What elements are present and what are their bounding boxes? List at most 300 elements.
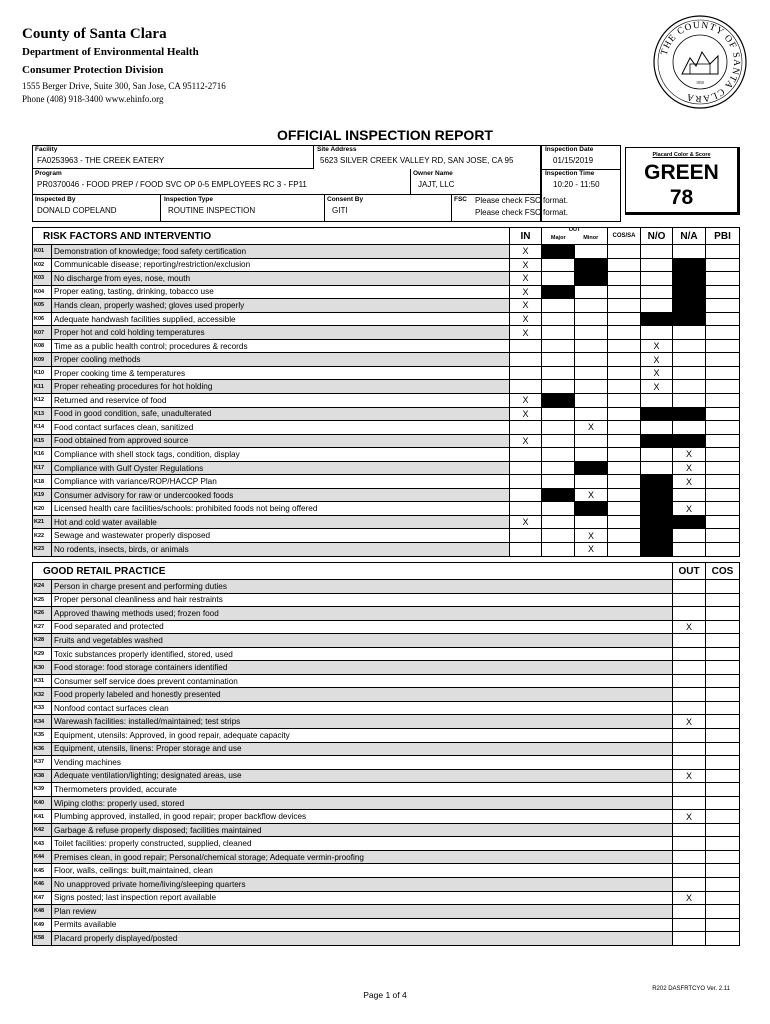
cell-out: X — [673, 715, 706, 729]
cell-not-applicable — [673, 529, 706, 543]
item-description: Proper eating, tasting, drinking, tobacco use — [52, 285, 510, 299]
cell-cos-sa — [608, 461, 641, 475]
consent-by-value: GITI — [332, 206, 348, 215]
risk-row-k10 — [33, 366, 740, 380]
cell-not-observed — [641, 312, 673, 326]
cell-cos — [706, 701, 740, 715]
cell-not-applicable — [673, 245, 706, 259]
risk-row-k19 — [33, 488, 740, 502]
cell-in: X — [510, 272, 542, 286]
cell-in: X — [510, 245, 542, 259]
item-code: K08 — [33, 339, 52, 353]
placard-score: 78 — [669, 186, 694, 209]
cell-out-minor — [575, 380, 608, 394]
cell-in — [510, 461, 542, 475]
item-code: K11 — [33, 380, 52, 394]
risk-row-k16 — [33, 448, 740, 462]
retail-row-k34 — [33, 715, 740, 729]
cell-in — [510, 380, 542, 394]
cell-not-observed — [641, 543, 673, 557]
item-description: Proper cooking time & temperatures — [52, 366, 510, 380]
fsc-value-1: Please check FSC format. — [475, 196, 568, 205]
cell-in: X — [510, 258, 542, 272]
item-description: Proper cooling methods — [52, 353, 510, 367]
cell-cos — [706, 905, 740, 919]
cell-cos — [706, 837, 740, 851]
item-description: Garbage & refuse properly disposed; facilities maintained — [52, 823, 673, 837]
item-description: Plan review — [52, 905, 673, 919]
cell-not-applicable: X — [673, 461, 706, 475]
cell-out — [673, 783, 706, 797]
svg-text:1850: 1850 — [696, 80, 704, 85]
cell-pbi — [706, 515, 740, 529]
cell-in: X — [510, 394, 542, 408]
risk-row-k22 — [33, 529, 740, 543]
cell-not-observed — [641, 285, 673, 299]
risk-row-k02 — [33, 258, 740, 272]
item-description: Adequate handwash facilities supplied, accessible — [52, 312, 510, 326]
cell-pbi — [706, 475, 740, 489]
program-label: Program — [35, 170, 62, 177]
cell-not-applicable — [673, 515, 706, 529]
col-pbi-header: PBI — [706, 228, 740, 245]
cell-out — [673, 932, 706, 946]
item-code: K35 — [33, 729, 52, 743]
cell-pbi — [706, 258, 740, 272]
cell-cos — [706, 823, 740, 837]
cell-out: X — [673, 810, 706, 824]
facility-value: FA0253963 - THE CREEK EATERY — [37, 156, 165, 165]
item-description: Sewage and wastewater properly disposed — [52, 529, 510, 543]
fsc-value-2: Please check FSC format. — [475, 208, 568, 217]
cell-pbi — [706, 529, 740, 543]
cell-pbi — [706, 272, 740, 286]
item-description: No unapproved private home/living/sleeping quarters — [52, 878, 673, 892]
cell-cos — [706, 918, 740, 932]
item-description: Compliance with Gulf Oyster Regulations — [52, 461, 510, 475]
cell-out-minor — [575, 339, 608, 353]
retail-row-k25 — [33, 593, 740, 607]
retail-row-k27 — [33, 620, 740, 634]
cell-out-major — [542, 434, 575, 448]
cell-in — [510, 502, 542, 516]
cell-out-minor — [575, 299, 608, 313]
item-description: Compliance with variance/ROP/HACCP Plan — [52, 475, 510, 489]
cell-cos-sa — [608, 502, 641, 516]
item-code: K27 — [33, 620, 52, 634]
item-description: Toxic substances properly identified, stored, used — [52, 647, 673, 661]
cell-cos-sa — [608, 366, 641, 380]
cell-out-major — [542, 366, 575, 380]
cell-pbi — [706, 312, 740, 326]
retail-row-k35 — [33, 729, 740, 743]
cell-out-minor — [575, 515, 608, 529]
item-code: K33 — [33, 701, 52, 715]
cell-out-major — [542, 515, 575, 529]
cell-out — [673, 729, 706, 743]
inspected-by-label: Inspected By — [35, 196, 76, 203]
cell-not-observed: X — [641, 366, 673, 380]
cell-cos-sa — [608, 353, 641, 367]
cell-out-minor — [575, 353, 608, 367]
cell-out — [673, 823, 706, 837]
cell-out-major — [542, 407, 575, 421]
item-code: K22 — [33, 529, 52, 543]
cell-not-observed — [641, 245, 673, 259]
item-code: K31 — [33, 674, 52, 688]
risk-row-k21 — [33, 515, 740, 529]
cell-cos-sa — [608, 515, 641, 529]
cell-in — [510, 543, 542, 557]
cell-cos — [706, 796, 740, 810]
item-description: Thermometers provided, accurate — [52, 783, 673, 797]
risk-row-k18 — [33, 475, 740, 489]
col-minor-label: Minor — [583, 235, 599, 241]
item-code: K37 — [33, 756, 52, 770]
cell-out-minor — [575, 258, 608, 272]
item-description: Premises clean, in good repair; Personal/chemical storage; Adequate vermin-proofing — [52, 850, 673, 864]
cell-not-observed — [641, 448, 673, 462]
cell-out: X — [673, 891, 706, 905]
item-code: K30 — [33, 661, 52, 675]
cell-in — [510, 529, 542, 543]
cell-not-observed — [641, 488, 673, 502]
item-code: K09 — [33, 353, 52, 367]
cell-pbi — [706, 380, 740, 394]
form-version: R202 DASFRTCYO Ver. 2.11 — [652, 986, 730, 992]
cell-not-observed — [641, 502, 673, 516]
cell-cos-sa — [608, 326, 641, 340]
cell-not-observed — [641, 326, 673, 340]
cell-cos — [706, 932, 740, 946]
cell-cos — [706, 729, 740, 743]
risk-row-k08 — [33, 339, 740, 353]
cell-out-major — [542, 543, 575, 557]
retail-row-k40 — [33, 796, 740, 810]
item-description: Consumer advisory for raw or undercooked foods — [52, 488, 510, 502]
cell-not-applicable — [673, 543, 706, 557]
cell-out-minor — [575, 366, 608, 380]
risk-factors-heading: RISK FACTORS AND INTERVENTIO — [33, 228, 510, 245]
cell-cos — [706, 783, 740, 797]
cell-cos — [706, 593, 740, 607]
item-description: Toilet facilities: properly constructed, supplied, cleaned — [52, 837, 673, 851]
facility-label: Facility — [35, 146, 58, 153]
cell-not-applicable: X — [673, 448, 706, 462]
cell-not-applicable — [673, 353, 706, 367]
col-retail-out-header: OUT — [673, 563, 706, 580]
col-na-header: N/A — [673, 228, 706, 245]
program-value: PR0370046 - FOOD PREP / FOOD SVC OP 0-5 EMPLOYEES RC 3 - FP11 — [37, 180, 307, 189]
item-description: Floor, walls, ceilings: built,maintained, clean — [52, 864, 673, 878]
risk-row-k07 — [33, 326, 740, 340]
item-code: K05 — [33, 299, 52, 313]
inspected-by-value: DONALD COPELAND — [37, 206, 117, 215]
item-code: K46 — [33, 878, 52, 892]
cell-out — [673, 701, 706, 715]
item-description: Proper hot and cold holding temperatures — [52, 326, 510, 340]
division-name: Consumer Protection Division — [22, 64, 164, 76]
cell-cos-sa — [608, 339, 641, 353]
owner-name-value: JAJT, LLC — [418, 180, 455, 189]
cell-cos-sa — [608, 272, 641, 286]
cell-in — [510, 488, 542, 502]
cell-out-minor — [575, 407, 608, 421]
item-code: K15 — [33, 434, 52, 448]
item-description: Equipment, utensils, linens: Proper storage and use — [52, 742, 673, 756]
cell-not-applicable — [673, 380, 706, 394]
cell-cos-sa — [608, 488, 641, 502]
retail-row-k39 — [33, 783, 740, 797]
cell-cos — [706, 864, 740, 878]
item-code: K39 — [33, 783, 52, 797]
item-code: K58 — [33, 932, 52, 946]
cell-out-major — [542, 448, 575, 462]
cell-out — [673, 647, 706, 661]
col-cossa-header: COS/SA — [608, 228, 641, 245]
cell-out — [673, 607, 706, 621]
item-code: K16 — [33, 448, 52, 462]
item-description: Proper personal cleanliness and hair restraints — [52, 593, 673, 607]
agency-phone: Phone (408) 918-3400 www.ehinfo.org — [22, 94, 164, 104]
retail-row-k43 — [33, 837, 740, 851]
col-out-label: OUT — [568, 227, 581, 233]
item-description: Vending machines — [52, 756, 673, 770]
cell-not-applicable — [673, 258, 706, 272]
cell-out-major — [542, 285, 575, 299]
cell-out — [673, 905, 706, 919]
risk-row-k09 — [33, 353, 740, 367]
cell-out — [673, 796, 706, 810]
cell-cos — [706, 620, 740, 634]
cell-out-major — [542, 475, 575, 489]
cell-out-minor: X — [575, 488, 608, 502]
item-code: K06 — [33, 312, 52, 326]
item-description: Hands clean, properly washed; gloves used properly — [52, 299, 510, 313]
item-code: K26 — [33, 607, 52, 621]
cell-pbi — [706, 461, 740, 475]
item-description: Proper reheating procedures for hot holding — [52, 380, 510, 394]
cell-out — [673, 661, 706, 675]
cell-not-applicable — [673, 421, 706, 435]
site-address-label: Site Address — [317, 146, 357, 153]
cell-in — [510, 339, 542, 353]
risk-row-k03 — [33, 272, 740, 286]
cell-out-major — [542, 245, 575, 259]
item-description: Communicable disease; reporting/restriction/exclusion — [52, 258, 510, 272]
retail-row-k28 — [33, 634, 740, 648]
item-code: K47 — [33, 891, 52, 905]
cell-not-observed — [641, 394, 673, 408]
good-retail-practice-table — [32, 562, 740, 946]
cell-out-major — [542, 421, 575, 435]
retail-row-k24 — [33, 580, 740, 594]
cell-in — [510, 421, 542, 435]
item-code: K17 — [33, 461, 52, 475]
cell-out-minor: X — [575, 421, 608, 435]
cell-not-observed — [641, 299, 673, 313]
placard-box — [625, 147, 740, 215]
col-in-header: IN — [510, 228, 542, 245]
item-code: K25 — [33, 593, 52, 607]
item-code: K40 — [33, 796, 52, 810]
cell-out-minor — [575, 461, 608, 475]
cell-out-major — [542, 312, 575, 326]
svg-text:THE COUNTY OF SANTA CLARA: THE COUNTY OF SANTA CLARA — [659, 20, 742, 104]
cell-cos-sa — [608, 380, 641, 394]
cell-not-applicable — [673, 272, 706, 286]
owner-name-label: Owner Name — [413, 170, 453, 177]
cell-out-minor — [575, 326, 608, 340]
cell-pbi — [706, 394, 740, 408]
cell-out-major — [542, 299, 575, 313]
county-seal-logo — [652, 14, 748, 110]
inspection-time-value: 10:20 - 11:50 — [553, 180, 600, 189]
report-title: OFFICIAL INSPECTION REPORT — [277, 127, 493, 143]
cell-cos-sa — [608, 299, 641, 313]
cell-cos — [706, 634, 740, 648]
retail-row-k32 — [33, 688, 740, 702]
cell-not-applicable — [673, 339, 706, 353]
cell-not-observed — [641, 461, 673, 475]
cell-out-minor — [575, 285, 608, 299]
cell-out-major — [542, 272, 575, 286]
retail-row-k38 — [33, 769, 740, 783]
retail-row-k31 — [33, 674, 740, 688]
cell-out-major — [542, 488, 575, 502]
cell-in — [510, 448, 542, 462]
cell-not-applicable — [673, 488, 706, 502]
item-description: Demonstration of knowledge; food safety certification — [52, 245, 510, 259]
item-code: K18 — [33, 475, 52, 489]
cell-in: X — [510, 326, 542, 340]
cell-pbi — [706, 245, 740, 259]
item-description: Approved thawing methods used; frozen food — [52, 607, 673, 621]
retail-row-k36 — [33, 742, 740, 756]
cell-cos — [706, 810, 740, 824]
cell-out-major — [542, 461, 575, 475]
item-description: Equipment, utensils: Approved, in good repair, adequate capacity — [52, 729, 673, 743]
cell-not-applicable — [673, 285, 706, 299]
item-description: Food in good condition, safe, unadulterated — [52, 407, 510, 421]
item-description: Food properly labeled and honestly presented — [52, 688, 673, 702]
cell-in: X — [510, 285, 542, 299]
cell-not-observed — [641, 258, 673, 272]
cell-pbi — [706, 421, 740, 435]
item-description: Plumbing approved, installed, in good repair; proper backflow devices — [52, 810, 673, 824]
cell-cos — [706, 742, 740, 756]
cell-pbi — [706, 299, 740, 313]
cell-cos-sa — [608, 434, 641, 448]
risk-row-k14 — [33, 421, 740, 435]
item-description: Permits available — [52, 918, 673, 932]
cell-not-applicable — [673, 407, 706, 421]
cell-cos — [706, 756, 740, 770]
inspection-type-value: ROUTINE INSPECTION — [168, 206, 256, 215]
placard-label: Placard Color & Score — [652, 152, 711, 158]
item-code: K34 — [33, 715, 52, 729]
risk-row-k15 — [33, 434, 740, 448]
item-code: K13 — [33, 407, 52, 421]
fsc-label: FSC — [454, 196, 467, 203]
cell-pbi — [706, 353, 740, 367]
cell-out-minor: X — [575, 543, 608, 557]
risk-row-k06 — [33, 312, 740, 326]
inspection-date-value: 01/15/2019 — [553, 156, 594, 165]
risk-row-k04 — [33, 285, 740, 299]
cell-cos — [706, 715, 740, 729]
cell-out-minor — [575, 475, 608, 489]
cell-in: X — [510, 407, 542, 421]
page-number: Page 1 of 4 — [363, 990, 407, 1000]
cell-cos-sa — [608, 421, 641, 435]
item-code: K21 — [33, 515, 52, 529]
cell-pbi — [706, 543, 740, 557]
cell-cos — [706, 674, 740, 688]
cell-cos-sa — [608, 394, 641, 408]
cell-cos — [706, 580, 740, 594]
cell-out-minor — [575, 245, 608, 259]
item-description: Compliance with shell stock tags, condition, display — [52, 448, 510, 462]
item-code: K02 — [33, 258, 52, 272]
retail-row-k26 — [33, 607, 740, 621]
cell-not-applicable — [673, 312, 706, 326]
cell-in — [510, 366, 542, 380]
retail-row-k48 — [33, 905, 740, 919]
cell-out: X — [673, 620, 706, 634]
cell-out-minor — [575, 312, 608, 326]
retail-row-k29 — [33, 647, 740, 661]
item-code: K23 — [33, 543, 52, 557]
item-description: No rodents, insects, birds, or animals — [52, 543, 510, 557]
item-code: K49 — [33, 918, 52, 932]
cell-in: X — [510, 299, 542, 313]
item-description: Fruits and vegetables washed — [52, 634, 673, 648]
item-code: K10 — [33, 366, 52, 380]
cell-in: X — [510, 434, 542, 448]
item-description: Time as a public health control; procedures & records — [52, 339, 510, 353]
cell-in: X — [510, 515, 542, 529]
cell-cos-sa — [608, 407, 641, 421]
item-code: K01 — [33, 245, 52, 259]
cell-out-major — [542, 353, 575, 367]
cell-cos-sa — [608, 245, 641, 259]
cell-not-applicable: X — [673, 475, 706, 489]
item-description: Hot and cold water available — [52, 515, 510, 529]
cell-pbi — [706, 339, 740, 353]
cell-pbi — [706, 366, 740, 380]
risk-row-k01 — [33, 245, 740, 259]
cell-out-minor — [575, 272, 608, 286]
cell-out — [673, 593, 706, 607]
cell-out — [673, 580, 706, 594]
cell-cos — [706, 688, 740, 702]
retail-row-k58 — [33, 932, 740, 946]
cell-not-observed — [641, 434, 673, 448]
cell-out — [673, 837, 706, 851]
item-code: K20 — [33, 502, 52, 516]
item-code: K12 — [33, 394, 52, 408]
cell-out-major — [542, 502, 575, 516]
cell-cos — [706, 647, 740, 661]
cell-not-observed: X — [641, 353, 673, 367]
risk-row-k23 — [33, 543, 740, 557]
cell-cos-sa — [608, 312, 641, 326]
cell-not-applicable — [673, 434, 706, 448]
cell-out-major — [542, 380, 575, 394]
cell-not-observed — [641, 407, 673, 421]
retail-row-k37 — [33, 756, 740, 770]
